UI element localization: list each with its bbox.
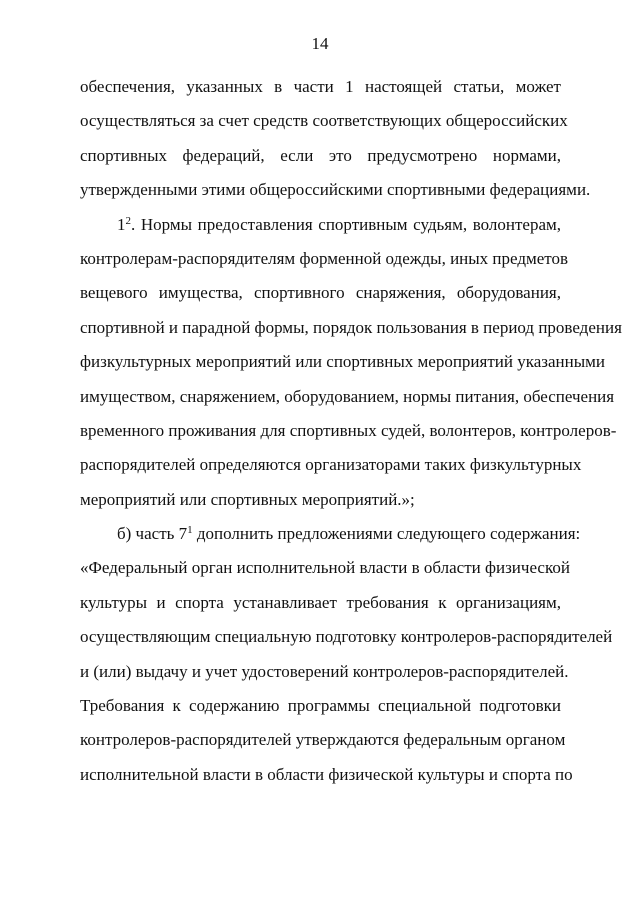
text-line: физкультурных мероприятий или спортивных мероприятий указанными [80, 352, 605, 372]
paragraph-first-line [80, 517, 581, 551]
text-line: спортивной и парадной формы, порядок пользования в период проведения [80, 317, 622, 337]
page-number: 14 [311, 34, 329, 53]
text-line: временного проживания для спортивных судей, волонтеров, контролеров- [80, 420, 617, 440]
text-line: контролерам-распорядителям форменной одежды, иных предметов [80, 248, 569, 268]
text-line: культуры и спорта устанавливает требования к организациям, [80, 592, 561, 612]
text-line: имуществом, снаряжением, оборудованием, нормы питания, обеспечения [80, 386, 615, 406]
text-line: исполнительной власти в области физической культуры и спорта по [80, 764, 573, 784]
text-line: утвержденными этими общероссийскими спортивными федерациями. [80, 180, 591, 200]
text-line: Требования к содержанию программы специальной подготовки [80, 696, 561, 716]
text-line: распорядителей определяются организаторами таких физкультурных [80, 455, 582, 475]
text-line: и (или) выдачу и учет удостоверений контролеров-распорядителей. [80, 661, 569, 681]
text-segment: б) часть 7 [117, 524, 188, 544]
text-line: «Федеральный орган исполнительной власти в области физической [80, 558, 570, 578]
superscript: 2 [125, 214, 131, 227]
paragraph-first-line [80, 208, 561, 242]
text-segment: дополнить предложениями следующего содержания: [192, 524, 581, 544]
text-line: осуществляющим специальную подготовку контролеров-распорядителей [80, 627, 613, 647]
document-body [80, 70, 622, 792]
paragraph-marker: 1 [117, 214, 126, 234]
text-line: спортивных федераций, если это предусмотрено нормами, [80, 145, 561, 165]
text-line: обеспечения, указанных в части 1 настоящей статьи, может [80, 77, 561, 96]
text-line: контролеров-распорядителей утверждаются федеральным органом [80, 730, 566, 750]
superscript: 1 [187, 524, 193, 537]
text-line: вещевого имущества, спортивного снаряжения, оборудования, [80, 283, 561, 303]
text-line: мероприятий или спортивных мероприятий.»; [80, 489, 415, 509]
text-line: осуществляться за счет средств соответствующих общероссийских [80, 111, 568, 131]
text-segment: . Нормы предоставления спортивным судьям, волонтерам, [131, 214, 561, 234]
